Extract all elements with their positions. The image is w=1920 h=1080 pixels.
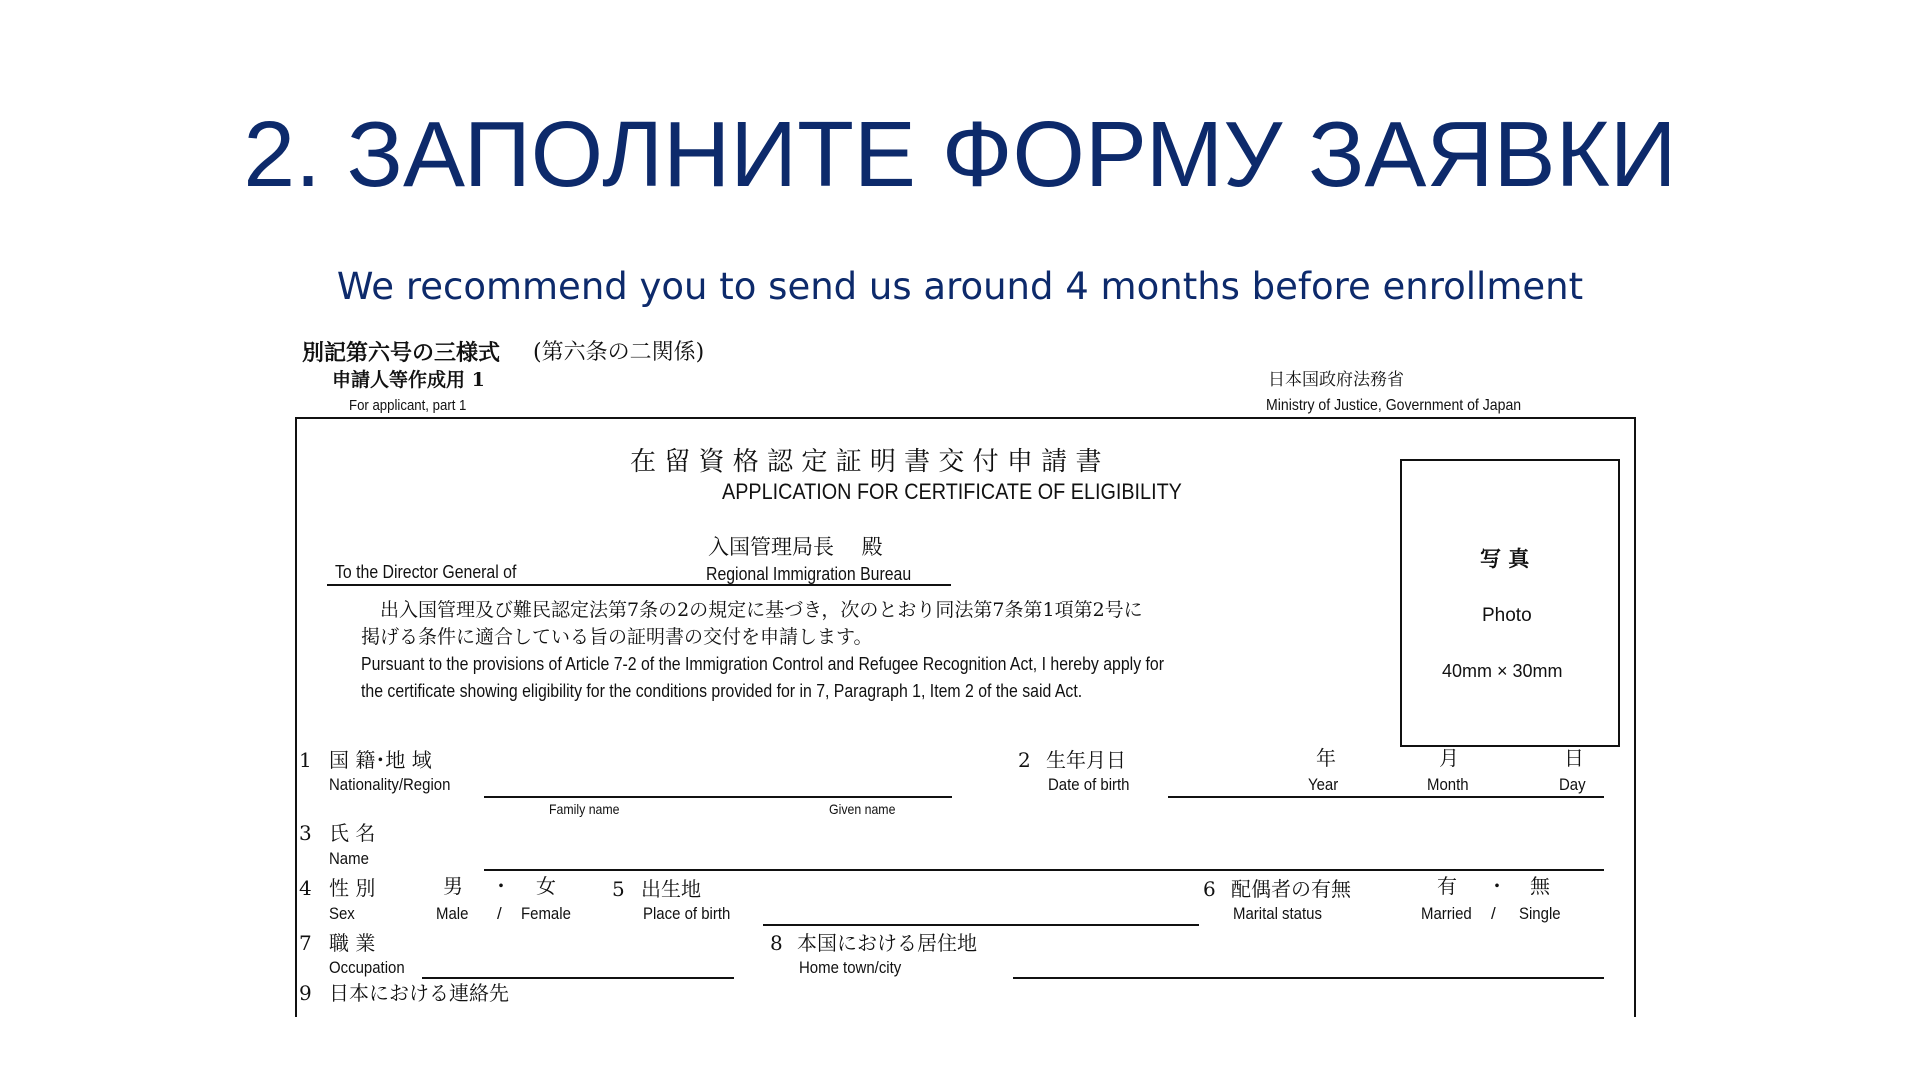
field-8-en: Home town/city <box>799 958 902 977</box>
field-9-num: 9 <box>299 981 312 1005</box>
page-title: 2. ЗАПОЛНИТЕ ФОРМУ ЗАЯВКИ <box>243 102 1677 206</box>
field-6-en: Marital status <box>1233 904 1322 923</box>
female-en: Female <box>521 904 571 923</box>
form-border-left <box>295 417 297 1017</box>
marital-dot: ・ <box>1487 874 1507 898</box>
intro-jp-2: 掲げる条件に適合している旨の証明書の交付を申請します。 <box>361 626 873 648</box>
sex-slash: / <box>497 904 502 923</box>
field-9-jp: 日本における連絡先 <box>329 981 509 1005</box>
field-1-en: Nationality/Region <box>329 775 451 794</box>
ministry-jp: 日本国政府法務省 <box>1268 370 1404 390</box>
field-6-jp: 配偶者の有無 <box>1231 877 1351 901</box>
field-2-num: 2 <box>1018 748 1031 772</box>
photo-label-en: Photo <box>1482 605 1532 626</box>
field-4-num: 4 <box>299 876 312 900</box>
photo-size: 40mm × 30mm <box>1442 661 1563 681</box>
birthdate-line <box>1168 796 1604 798</box>
ministry-en: Ministry of Justice, Government of Japan <box>1266 397 1522 414</box>
name-line <box>484 869 1604 871</box>
field-6-num: 6 <box>1203 877 1216 901</box>
married-en: Married <box>1421 904 1472 923</box>
bureau-jp: 入国管理局長 殿 <box>708 535 883 559</box>
field-8-num: 8 <box>770 931 783 955</box>
intro-en-2: the certificate showing eligibility for the conditions provided for in 7, Paragraph 1, Item 2 of the said Act. <box>361 681 1083 701</box>
month-jp: 月 <box>1439 746 1459 770</box>
field-8-jp: 本国における居住地 <box>797 931 977 955</box>
field-1-num: 1 <box>299 748 312 772</box>
form-part-jp: 申請人等作成用 1 <box>332 369 485 391</box>
given-name-label: Given name <box>829 801 896 817</box>
page-subtitle: We recommend you to send us around 4 months before enrollment <box>336 265 1584 308</box>
field-3-en: Name <box>329 849 369 868</box>
form-title-jp: 在 留 資 格 認 定 証 明 書 交 付 申 請 書 <box>630 447 1102 477</box>
form-border-right <box>1634 417 1636 1017</box>
male-jp: 男 <box>443 874 463 898</box>
field-5-en: Place of birth <box>643 904 731 923</box>
sex-dot: ・ <box>491 874 511 898</box>
field-4-en: Sex <box>329 904 355 923</box>
nationality-line <box>484 796 952 798</box>
form-header-ref: (第六条の二関係) <box>533 340 705 365</box>
year-en: Year <box>1308 775 1339 794</box>
marital-slash: / <box>1491 904 1496 923</box>
month-en: Month <box>1427 775 1469 794</box>
occupation-line <box>422 977 734 979</box>
intro-en-1: Pursuant to the provisions of Article 7-2 of the Immigration Control and Refugee Recognition Act, I hereby apply for <box>361 654 1164 674</box>
birthplace-line <box>763 924 1199 926</box>
form-title-en: APPLICATION FOR CERTIFICATE OF ELIGIBILITY <box>722 479 1182 504</box>
field-7-num: 7 <box>299 931 312 955</box>
field-7-jp: 職 業 <box>329 931 376 955</box>
director-underline <box>327 584 951 586</box>
bureau-en: Regional Immigration Bureau <box>706 564 912 584</box>
field-4-jp: 性 別 <box>329 876 376 900</box>
photo-label-jp: 写 真 <box>1480 546 1530 571</box>
photo-box <box>1400 459 1620 747</box>
field-1-jp: 国 籍･地 域 <box>329 748 432 772</box>
field-2-en: Date of birth <box>1048 775 1130 794</box>
intro-jp-1: 出入国管理及び難民認定法第7条の2の規定に基づき，次のとおり同法第7条第1項第2号に <box>380 599 1143 621</box>
single-en: Single <box>1519 904 1561 923</box>
form-part-en: For applicant, part 1 <box>349 397 467 414</box>
field-3-num: 3 <box>299 821 312 845</box>
director-en: To the Director General of <box>335 562 517 582</box>
day-jp: 日 <box>1564 746 1584 770</box>
family-name-label: Family name <box>549 801 620 817</box>
form-header-jp: 別記第六号の三様式 <box>302 340 501 366</box>
year-jp: 年 <box>1316 746 1336 770</box>
married-jp: 有 <box>1437 874 1457 898</box>
field-5-jp: 出生地 <box>641 877 701 901</box>
female-jp: 女 <box>536 874 556 898</box>
male-en: Male <box>436 904 469 923</box>
single-jp: 無 <box>1530 874 1550 898</box>
hometown-line <box>1013 977 1604 979</box>
field-5-num: 5 <box>612 877 625 901</box>
form-border-top <box>295 417 1635 419</box>
field-3-jp: 氏 名 <box>329 821 376 845</box>
field-2-jp: 生年月日 <box>1046 748 1126 772</box>
field-7-en: Occupation <box>329 958 405 977</box>
day-en: Day <box>1559 775 1586 794</box>
